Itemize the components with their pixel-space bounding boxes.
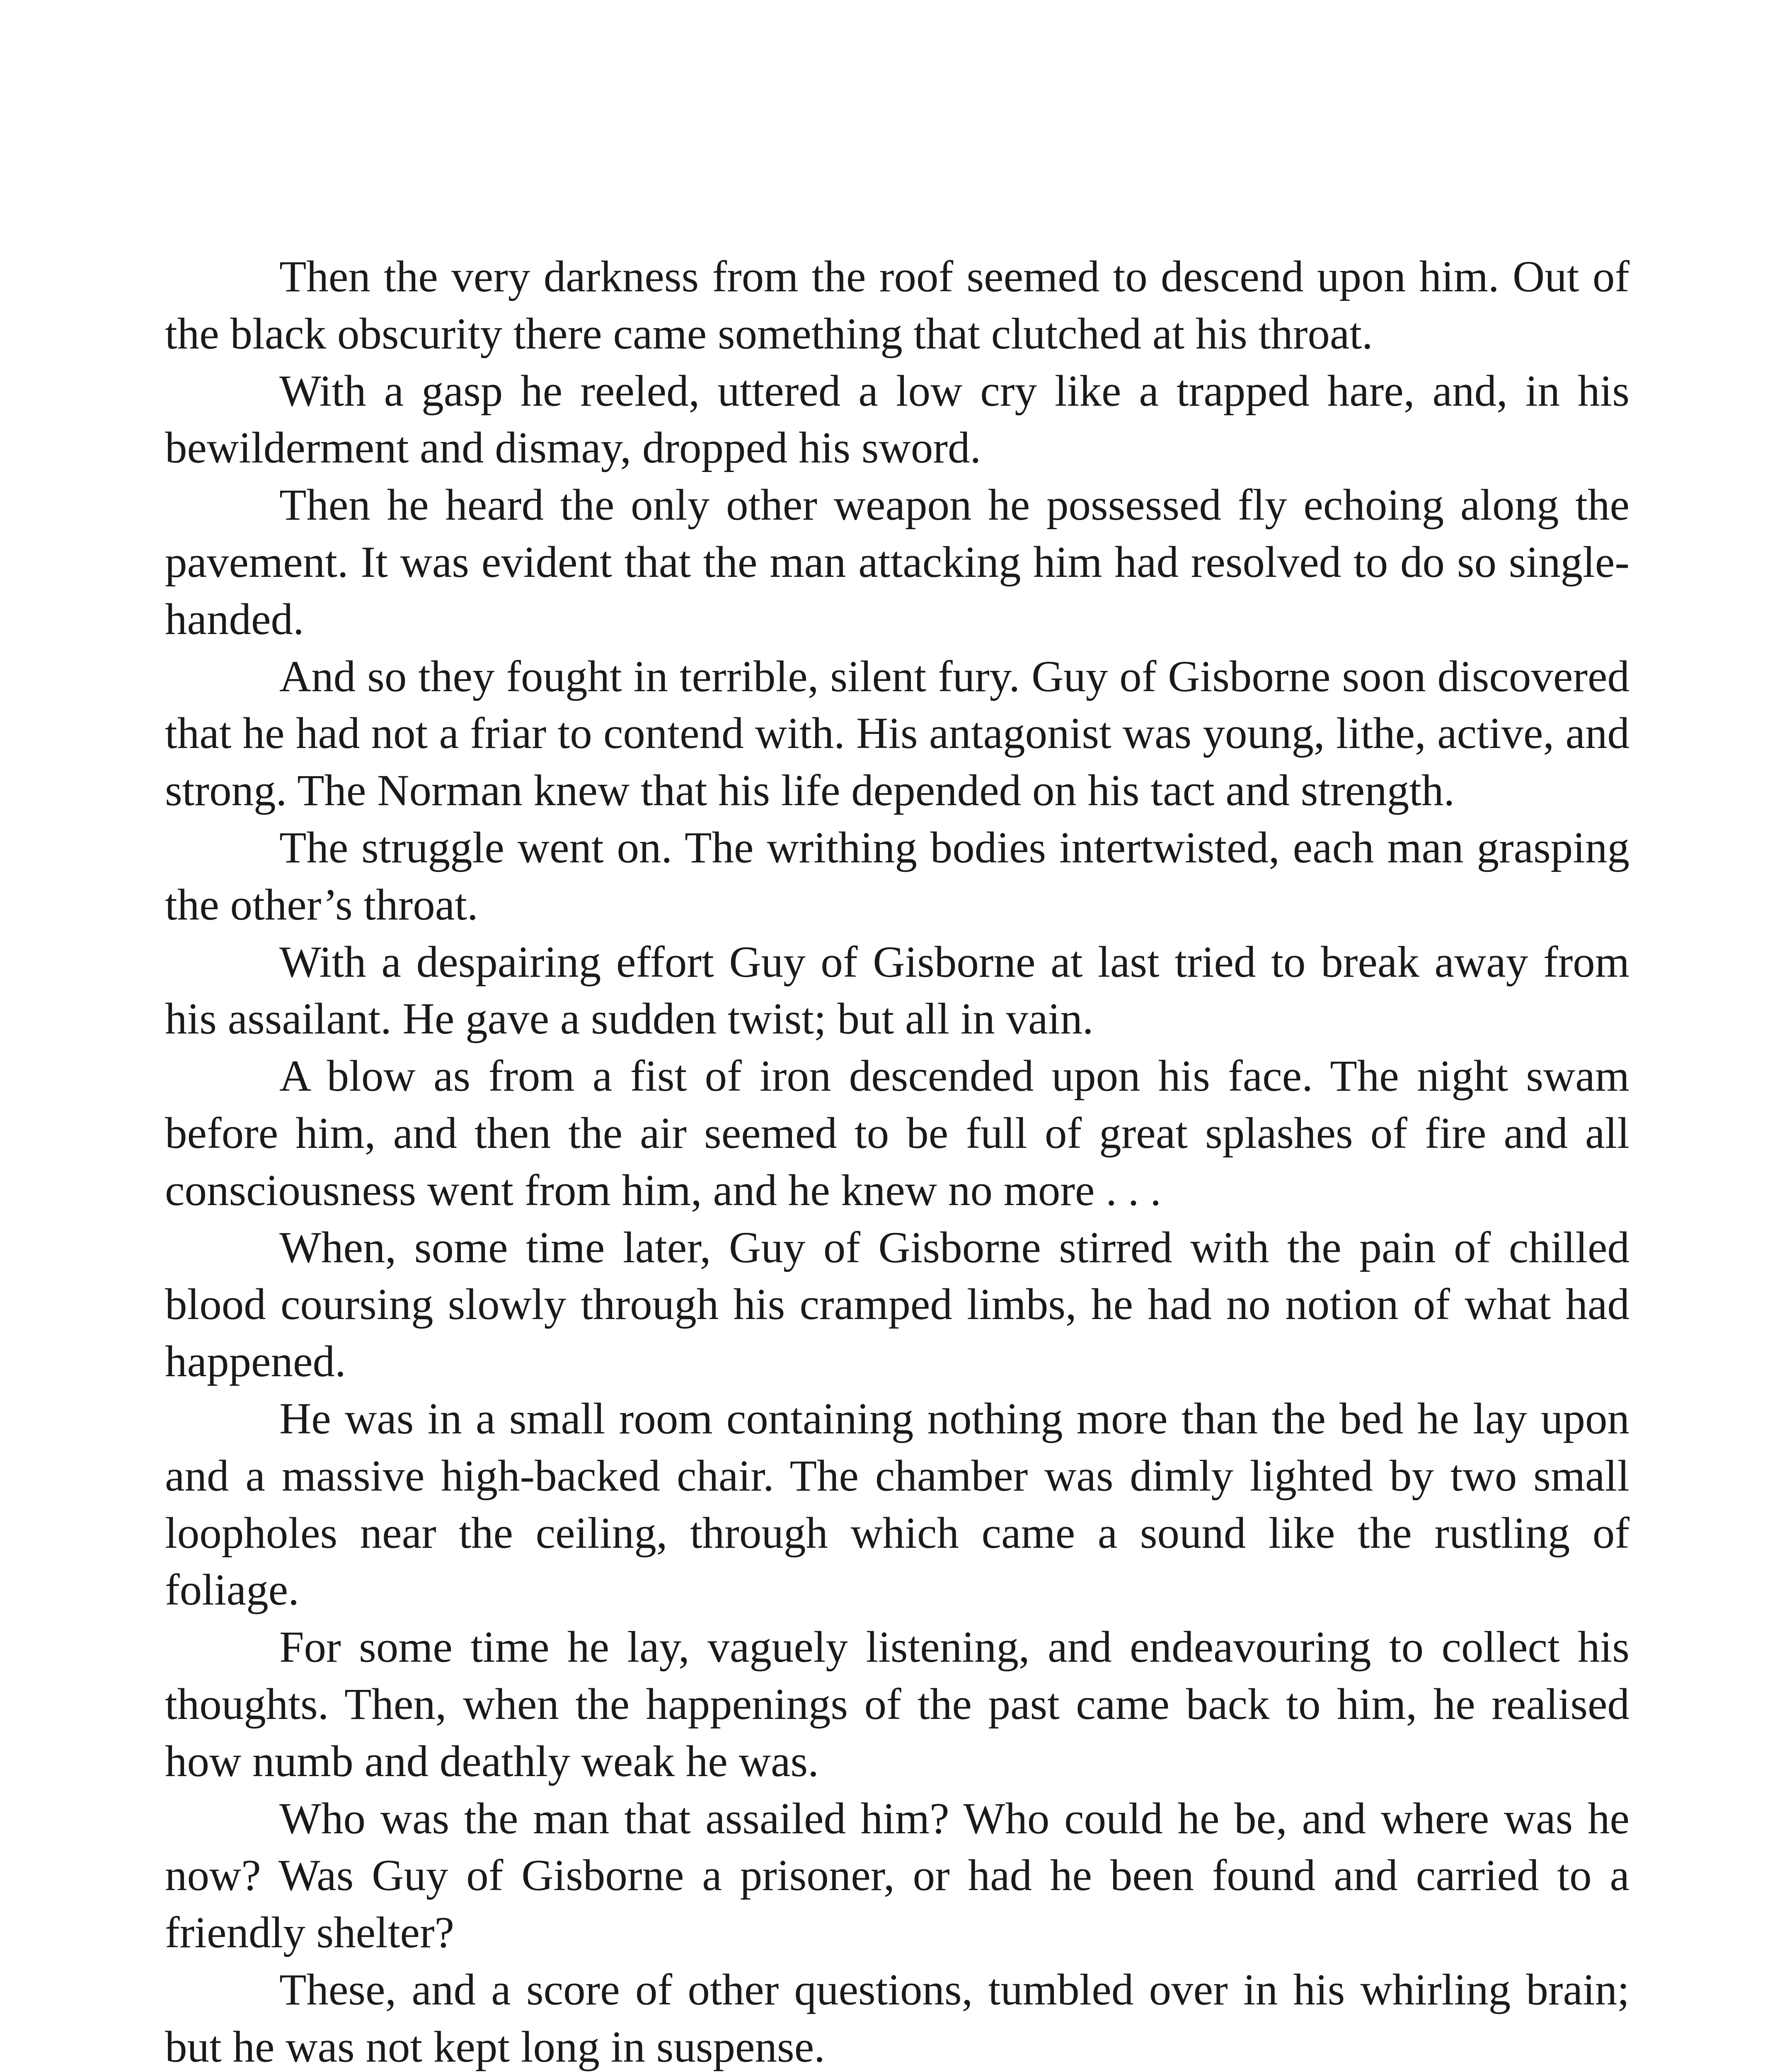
- paragraph: The struggle went on. The writhing bodies intertwisted, each man grasping the other’s throat.: [165, 823, 1629, 929]
- paragraph: These, and a score of other questions, tumbled over in his whirling brain; but he was not kept long in suspense.: [165, 1965, 1629, 2072]
- paragraph: A blow as from a fist of iron descended upon his face. The night swam before him, and then the air seemed to be full of great splashes of fire and all consciousness went from him, and he knew no more . . .: [165, 1052, 1629, 1215]
- paragraph: When, some time later, Guy of Gisborne stirred with the pain of chilled blood coursing slowly through his cramped limbs, he had no notion of what had happened.: [165, 1223, 1629, 1387]
- paragraph: For some time he lay, vaguely listening, and endeavouring to collect his thoughts. Then, when the happenings of the past came back to him, he realised how numb and deathly weak he was.: [165, 1623, 1629, 1786]
- paragraph: Then the very darkness from the roof seemed to descend upon him. Out of the black obscurity there came something that clutched at his throat.: [165, 252, 1629, 358]
- body-text: [165, 249, 1629, 2072]
- paragraph: Then he heard the only other weapon he possessed fly echoing along the pavement. It was evident that the man attacking him had resolved to do so single-handed.: [165, 481, 1629, 644]
- paragraph: With a despairing effort Guy of Gisborne at last tried to break away from his assailant. He gave a sudden twist; but all in vain.: [165, 937, 1629, 1044]
- paragraph: Who was the man that assailed him? Who could he be, and where was he now? Was Guy of Gisborne a prisoner, or had he been found and carried to a friendly shelter?: [165, 1794, 1629, 1958]
- paragraph: He was in a small room containing nothing more than the bed he lay upon and a massive high-backed chair. The chamber was dimly lighted by two small loopholes near the ceiling, through which came a sound like the rustling of foliage.: [165, 1394, 1629, 1615]
- paragraph: With a gasp he reeled, uttered a low cry like a trapped hare, and, in his bewilderment and dismay, dropped his sword.: [165, 366, 1629, 473]
- paragraph: And so they fought in terrible, silent fury. Guy of Gisborne soon discovered that he had not a friar to contend with. His antagonist was young, lithe, active, and strong. The Norman knew that his life depended on his tact and strength.: [165, 652, 1629, 816]
